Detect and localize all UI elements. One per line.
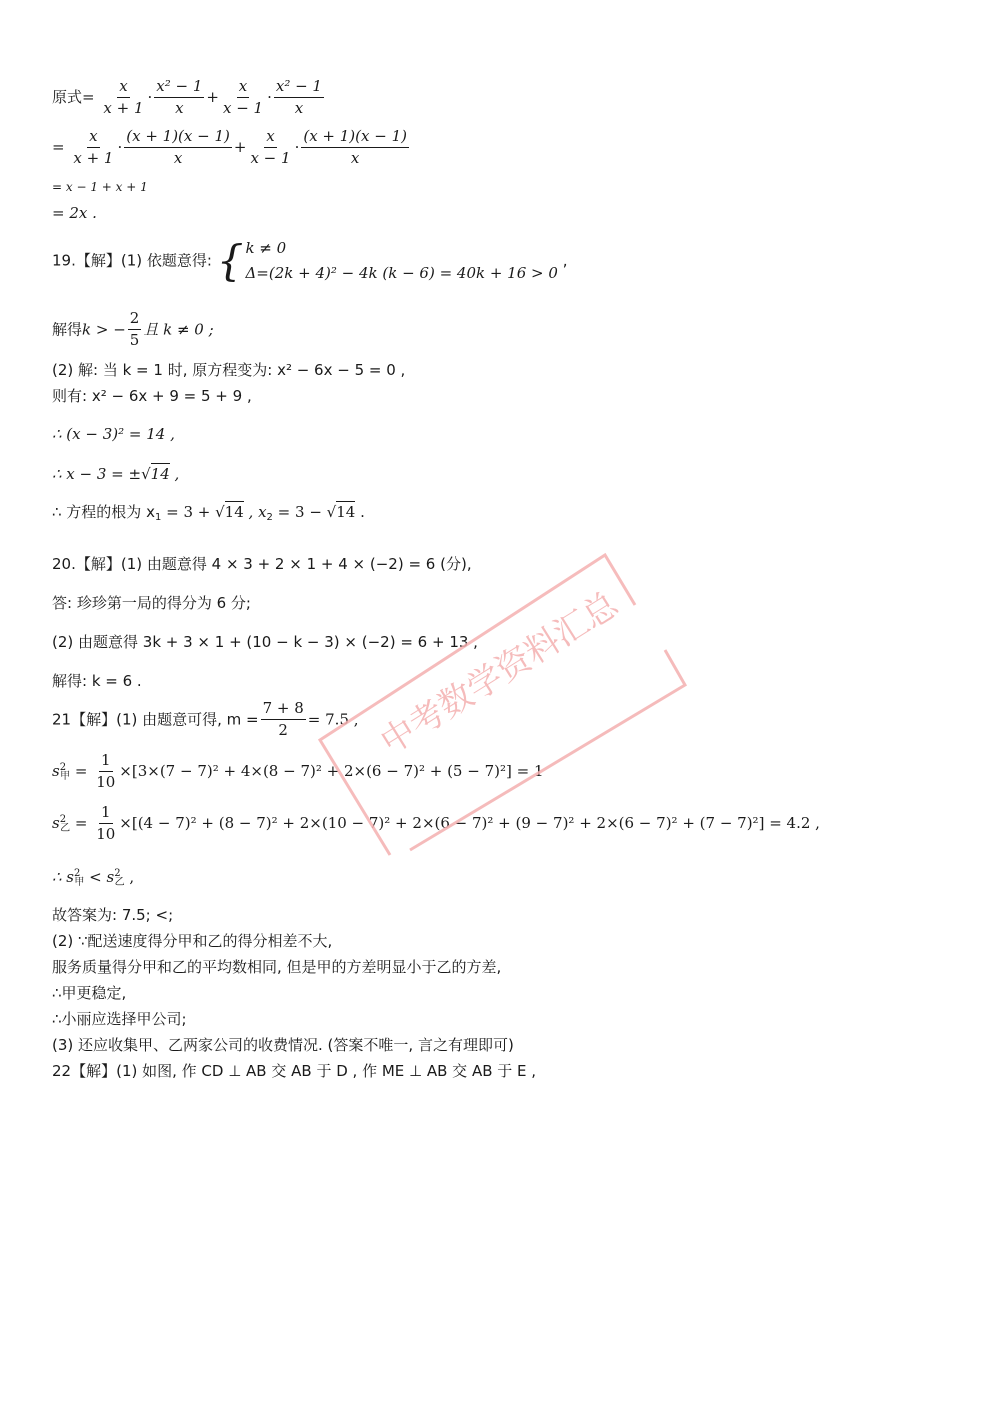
q22-part1: 22【解】(1) 如图, 作 CD ⊥ AB 交 AB 于 D , 作 ME ⊥ AB 交 AB 于 E , bbox=[52, 1062, 537, 1080]
q21-part2-c: ∴甲更稳定, bbox=[52, 984, 127, 1002]
q19-root-form: ∴ x − 3 = ±√14 , bbox=[52, 465, 180, 483]
q21-part3: (3) 还应收集甲、乙两家公司的收费情况. (答案不唯一, 言之有理即可) bbox=[52, 1036, 514, 1054]
q19-square-form: ∴ (x − 3)² = 14 , bbox=[52, 425, 175, 443]
expr-line-2: = $\frac{x}{x + 1}$ · $\frac{(x + 1)(x - 1)}{x}$ + $\frac{x}{x - 1}$ · $\frac{(x + 1)(x - 1)}{x}$ bbox=[52, 127, 407, 168]
expr-line-4: = 2x . bbox=[52, 204, 97, 222]
q21-part2-b: 服务质量得分甲和乙的平均数相同, 但是甲的方差明显小于乙的方差, bbox=[52, 958, 502, 976]
expr-line-3: = x − 1 + x + 1 bbox=[52, 180, 148, 194]
q20-answer: 答: 珍珍第一局的得分为 6 分; bbox=[52, 594, 251, 612]
q19-solution-k: 解得k > − $\frac{2}{5}$ 且 k ≠ 0 ; bbox=[52, 309, 214, 350]
q21-answer: 故答案为: 7.5; <; bbox=[52, 906, 174, 924]
variance-jia: $s^2_甲$ = $\frac{1}{10}$ ×[3×(7 − 7)² + 4×(8 − 7)² + 2×(6 − 7)² + (5 − 7)²] = 1 bbox=[52, 751, 544, 792]
q21-part2-a: (2) ∵配送速度得分甲和乙的得分相差不大, bbox=[52, 932, 333, 950]
watermark-text: 中考数学资料汇总 bbox=[373, 584, 626, 763]
q21-mean: 21【解】(1) 由题意可得, m = $\frac{7 + 8}{2}$ = 7.5 , bbox=[52, 699, 359, 740]
q20-part1: 20.【解】(1) 由题意得 4 × 3 + 2 × 1 + 4 × (−2) = 6 (分), bbox=[52, 555, 472, 573]
q20-part2: (2) 由题意得 3k + 3 × 1 + (10 − k − 3) × (−2) = 6 + 13 , bbox=[52, 633, 478, 651]
q21-part2-d: ∴小丽应选择甲公司; bbox=[52, 1010, 187, 1028]
variance-yi: $s^2_乙$ = $\frac{1}{10}$ ×[(4 − 7)² + (8 − 7)² + 2×(10 − 7)² + 2×(6 − 7)² + (9 − 7)² + 2×(6 − 7)² + (7 − 7)²] = 4.2 , bbox=[52, 803, 820, 844]
q19-cond-1: k ≠ 0 bbox=[245, 239, 287, 257]
q19-cond-2: Δ=(2k + 4)² − 4k (k − 6) = 40k + 16 > 0 bbox=[245, 264, 558, 282]
variance-compare: ∴ $s^2_甲 < s^2_乙$ , bbox=[52, 868, 135, 888]
q20-solution: 解得: k = 6 . bbox=[52, 672, 142, 690]
q19-part2-line: (2) 解: 当 k = 1 时, 原方程变为: x² − 6x − 5 = 0 , bbox=[52, 361, 406, 379]
q19-complete-square: 则有: x² − 6x + 9 = 5 + 9 , bbox=[52, 387, 252, 405]
expr-line-1: 原式= $\frac{x}{x + 1}$ · $\frac{\text{x² − 1}}{x}$ + $\frac{x}{x - 1}$ · $\frac{\text{x² − 1}}{x}$ bbox=[52, 77, 322, 118]
q19-header: 19.【解】(1) 依题意得: { k ≠ 0 Δ=(2k + 4)² − 4k (k − 6) = 40k + 16 > 0 , bbox=[52, 236, 568, 285]
q19-roots: ∴ 方程的根为 $x_1 = 3 + √14$ , $x_2 = 3 - √14$ . bbox=[52, 503, 365, 523]
